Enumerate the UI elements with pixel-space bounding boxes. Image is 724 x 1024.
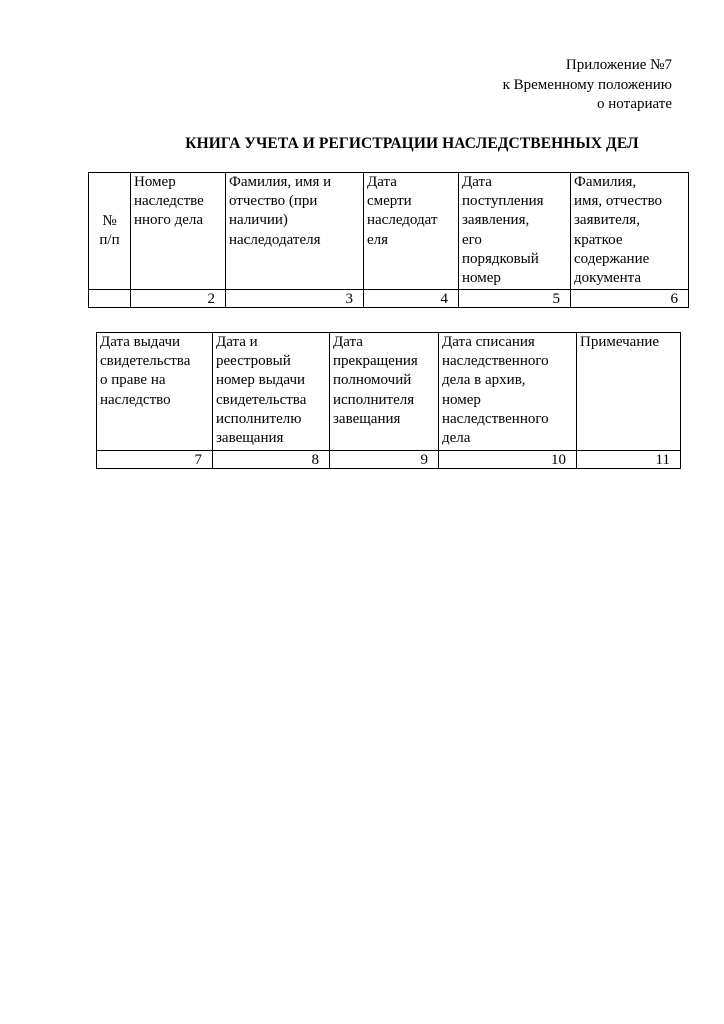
header-text: дела в архив, (442, 372, 526, 389)
table-number-row (97, 451, 681, 469)
header-text: Дата выдачи (100, 334, 181, 350)
header-cell-testator-name (226, 173, 364, 290)
header-cell-executor-termination (330, 333, 439, 451)
header-cell-certificate-date (97, 333, 213, 451)
column-number-cell: 6 (571, 290, 689, 308)
header-text: наследство (100, 391, 171, 408)
appendix-reference (372, 56, 672, 115)
header-text: завещания (333, 410, 401, 427)
header-cell-number (89, 173, 131, 290)
column-number-cell (89, 290, 131, 308)
page-title: КНИГА УЧЕТА И РЕГИСТРАЦИИ НАСЛЕДСТВЕННЫХ ДЕЛ (185, 135, 639, 152)
column-number-cell: 10 (439, 451, 577, 469)
column-number-cell: 4 (364, 290, 459, 308)
header-text: № (102, 212, 117, 229)
header-text: Номер (134, 174, 176, 190)
header-text: исполнителя (333, 391, 415, 408)
header-text: наследственного (442, 353, 549, 370)
header-text: номер (462, 270, 501, 287)
header-text: поступления (462, 193, 544, 210)
header-cell-applicant (571, 173, 689, 290)
column-number-cell: 5 (459, 290, 571, 308)
header-text: наследодат (367, 212, 438, 229)
appendix-line: к Временному положению (502, 76, 672, 93)
table-header-row (89, 173, 689, 290)
header-text: еля (367, 231, 389, 248)
appendix-line: Приложение №7 (565, 57, 672, 73)
header-text: Дата (367, 174, 397, 190)
header-text: краткое (574, 231, 623, 248)
header-text: смерти (367, 193, 412, 210)
header-text: его (462, 231, 482, 248)
registry-table-part-1 (88, 172, 689, 308)
column-number-cell: 11 (577, 451, 681, 469)
header-text: Дата и (216, 334, 258, 350)
header-text: нного дела (134, 212, 204, 229)
header-text: заявления, (462, 212, 530, 229)
column-number-cell: 8 (213, 451, 330, 469)
header-cell-executor-certificate (213, 333, 330, 451)
header-text: заявителя, (574, 212, 640, 229)
header-text: имя, отчество (574, 193, 663, 210)
header-text: наличии) (229, 212, 288, 229)
column-number-cell: 9 (330, 451, 439, 469)
header-text: Примечание (580, 334, 660, 350)
appendix-line: о нотариате (597, 96, 672, 112)
column-number-cell: 7 (97, 451, 213, 469)
header-text: Дата списания (442, 334, 535, 350)
header-text: свидетельства (216, 391, 307, 408)
header-text: наследственного (442, 410, 549, 427)
table-number-row (89, 290, 689, 308)
header-cell-notes (577, 333, 681, 451)
table-header-row (97, 333, 681, 451)
header-text: Дата (462, 174, 492, 190)
header-text: содержание (574, 250, 650, 267)
header-text: наследодателя (229, 231, 321, 248)
header-text: дела (442, 430, 471, 447)
header-text: номер выдачи (216, 372, 306, 389)
header-text: п/п (99, 232, 120, 248)
header-text: свидетельства (100, 353, 191, 370)
header-text: реестровый (216, 353, 291, 370)
header-text: порядковый (462, 250, 539, 267)
header-text: полномочий (333, 372, 412, 389)
header-cell-archive-date (439, 333, 577, 451)
header-text: Фамилия, имя и (229, 174, 332, 190)
header-text: наследстве (134, 193, 204, 210)
header-text: завещания (216, 430, 284, 447)
header-text: номер (442, 391, 481, 408)
header-text: Фамилия, (574, 174, 637, 190)
column-number-cell: 3 (226, 290, 364, 308)
registry-table-part-2 (96, 332, 681, 469)
header-text: прекращения (333, 353, 418, 370)
header-text: Дата (333, 334, 363, 350)
header-cell-death-date (364, 173, 459, 290)
header-text: отчество (при (229, 193, 318, 210)
header-text: документа (574, 270, 642, 287)
header-text: исполнителю (216, 410, 302, 427)
header-text: о праве на (100, 372, 166, 389)
header-cell-case-number (131, 173, 226, 290)
column-number-cell: 2 (131, 290, 226, 308)
header-cell-application-date (459, 173, 571, 290)
